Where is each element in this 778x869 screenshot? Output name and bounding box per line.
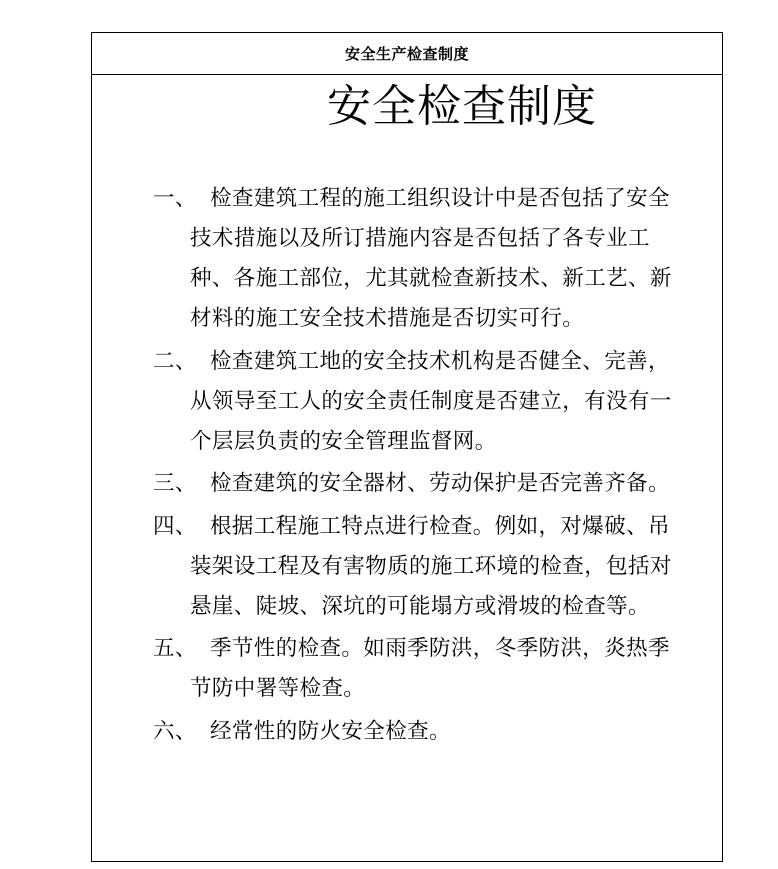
document-header: [92, 33, 722, 75]
item-line: 种、各施工部位，尤其就检查新技术、新工艺、新: [190, 266, 672, 291]
item-line: 技术措施以及所订措施内容是否包括了各专业工: [190, 226, 650, 251]
item-line: 季节性的检查。如雨季防洪，冬季防洪，炎热季: [210, 636, 670, 661]
list-item-5: [153, 629, 723, 709]
item-line: 材料的施工安全技术措施是否切实可行。: [190, 306, 585, 331]
document-body: [153, 179, 723, 752]
item-line: 装架设工程及有害物质的施工环境的检查，包括对: [190, 553, 672, 579]
item-number: 四、: [153, 513, 197, 539]
item-line: 从领导至工人的安全责任制度是否建立，有没有一: [190, 388, 672, 414]
list-item-1: [153, 179, 723, 339]
item-line: 经常性的防火安全检查。: [210, 718, 451, 744]
item-line: 检查建筑的安全器材、劳动保护是否完善齐备。: [210, 471, 670, 496]
list-item-4: [153, 507, 723, 627]
item-number: 二、: [153, 348, 197, 374]
item-number: 三、: [153, 471, 197, 496]
page-title: 安全检查制度: [327, 81, 597, 132]
header-title: 安全生产检查制度: [344, 45, 469, 63]
document-frame: [91, 32, 723, 862]
item-line: 检查建筑工地的安全技术机构是否健全、完善，: [210, 348, 670, 374]
list-item-6: [153, 712, 723, 752]
item-line: 悬崖、陡坡、深坑的可能塌方或滑坡的检查等。: [190, 593, 650, 619]
item-number: 一、: [153, 186, 197, 211]
item-number: 五、: [153, 636, 197, 661]
list-item-2: [153, 342, 723, 462]
item-line: 个层层负责的安全管理监督网。: [190, 428, 497, 454]
list-item-3: [153, 464, 723, 504]
item-line: 根据工程施工特点进行检查。例如，对爆破、吊: [210, 513, 670, 539]
item-number: 六、: [153, 718, 197, 744]
item-line: 节防中署等检查。: [190, 676, 366, 701]
item-line: 检查建筑工程的施工组织设计中是否包括了安全: [210, 186, 670, 211]
